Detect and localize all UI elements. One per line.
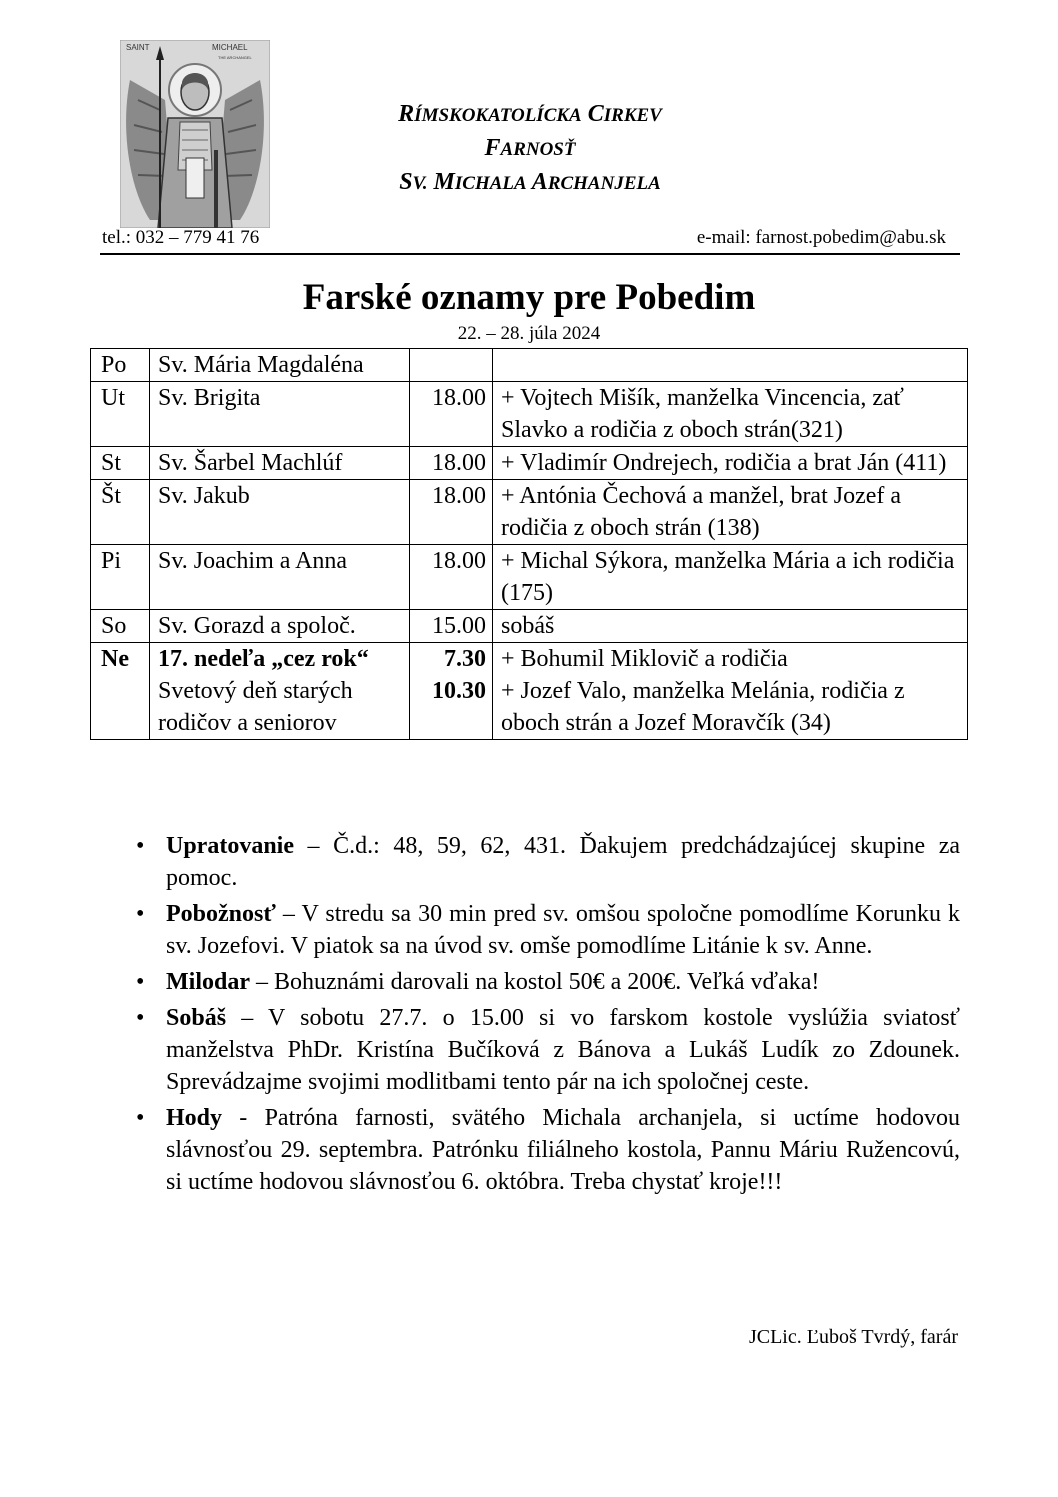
feast-cell: Sv. Joachim a Anna (150, 545, 410, 610)
bullet-icon: • (136, 1005, 145, 1031)
notice-label: Upratovanie (166, 833, 294, 859)
phone-number: tel.: 032 – 779 41 76 (102, 227, 260, 248)
intention-cell: + Michal Sýkora, manželka Mária a ich rodičia (175) (493, 545, 968, 610)
day-cell: Po (91, 349, 150, 382)
feast-cell: Sv. Mária Magdaléna (150, 349, 410, 382)
icon-caption-right: MICHAEL (212, 43, 248, 52)
feast-cell: Sv. Jakub (150, 480, 410, 545)
intention-cell: + Vojtech Mišík, manželka Vincencia, zať Slavko a rodičia z oboch strán(321) (493, 382, 968, 447)
intention-second: + Jozef Valo, manželka Melánia, rodičia z oboch strán a Jozef Moravčík (34) (501, 678, 905, 736)
table-row (91, 447, 968, 480)
feast-cell: Sv. Brigita (150, 382, 410, 447)
day-cell: Št (91, 480, 150, 545)
table-row (91, 382, 968, 447)
day-cell: Ut (91, 382, 150, 447)
email-address[interactable]: e-mail: farnost.pobedim@abu.sk (696, 227, 946, 248)
notice-label: Milodar (166, 969, 250, 995)
bullet-icon: • (136, 969, 145, 995)
time-cell: 18.00 (410, 480, 493, 545)
time-cell (410, 349, 493, 382)
notice-label: Sobáš (166, 1005, 227, 1031)
table-row (91, 349, 968, 382)
page-title: Farské oznamy pre Pobedim (302, 277, 756, 318)
day-cell: St (91, 447, 150, 480)
feast-cell: Sv. Šarbel Machlúf (150, 447, 410, 480)
sunday-title: 17. nedeľa „cez rok“ (158, 646, 369, 672)
icon-caption-left: SAINT (126, 43, 150, 52)
time-cell: 18.00 (410, 382, 493, 447)
feast-cell: Sv. Gorazd a spoloč. (150, 610, 410, 643)
time-cell: 18.00 (410, 545, 493, 610)
notices-list (120, 830, 960, 1202)
table-row (91, 480, 968, 545)
intention-cell (493, 643, 968, 740)
signature: JCLic. Ľuboš Tvrdý, farár (748, 1326, 958, 1348)
notice-text: – Č.d.: 48, 59, 62, 431. Ďakujem predchádzajúcej skupine za pomoc. (166, 833, 960, 891)
bullet-icon: • (136, 901, 145, 927)
header-line-church: RÍMSKOKATOLÍCKA CIRKEV (398, 101, 662, 127)
time-cell: 18.00 (410, 447, 493, 480)
sunday-subtitle: Svetový deň starých rodičov a seniorov (158, 678, 353, 736)
saint-michael-icon (120, 40, 270, 228)
day-cell: So (91, 610, 150, 643)
notice-text: – V sobotu 27.7. o 15.00 si vo farskom kostole vyslúžia sviatosť manželstva PhDr. Kristína Bučíková z Bánova a Lukáš Ludík zo Zdounek. Sprevádzajme svojimi modlitbami tento pár na ich spoločnej ceste. (166, 1005, 960, 1095)
table-row (91, 610, 968, 643)
list-item (120, 830, 960, 894)
feast-cell (150, 643, 410, 740)
day-cell: Ne (91, 643, 150, 740)
mass-schedule-table (90, 348, 968, 740)
notice-text: - Patróna farnosti, svätého Michala archanjela, si uctíme hodovou slávnosťou 29. septembra. Patrónku filiálneho kostola, Pannu Máriu Ružencovú, si uctíme hodovou slávnosťou 6. októbra. Treba chystať kroje!!! (166, 1105, 960, 1195)
table-row (91, 545, 968, 610)
intention-first: + Bohumil Miklovič a rodičia (501, 646, 788, 672)
list-item (120, 898, 960, 962)
notice-label: Pobožnosť (166, 901, 276, 927)
time-cell: 15.00 (410, 610, 493, 643)
table-row-sunday (91, 643, 968, 740)
intention-cell: + Vladimír Ondrejech, rodičia a brat Ján (411) (493, 447, 968, 480)
bullet-icon: • (136, 1105, 145, 1131)
notice-text: – V stredu sa 30 min pred sv. omšou spoločne pomodlíme Korunku k sv. Jozefovi. V piatok sa na úvod sv. omše pomodlíme Litánie k sv. Anne. (166, 901, 960, 959)
header-line-patron: SV. MICHALA ARCHANJELA (399, 169, 661, 195)
list-item (120, 1002, 960, 1098)
contact-line (100, 227, 960, 255)
list-item (120, 966, 960, 998)
icon-caption-sub: THE ARCHANGEL (218, 55, 252, 60)
intention-cell (493, 349, 968, 382)
date-range: 22. – 28. júla 2024 (457, 323, 601, 344)
time-cell (410, 643, 493, 740)
time-first: 7.30 (444, 646, 486, 672)
list-item (120, 1102, 960, 1198)
header-line-parish: FARNOSŤ (484, 135, 576, 161)
notice-text: – Bohuznámi darovali na kostol 50€ a 200€. Veľká vďaka! (250, 969, 820, 995)
parish-header (300, 98, 760, 200)
intention-cell: sobáš (493, 610, 968, 643)
bullet-icon: • (136, 833, 145, 859)
notice-label: Hody (166, 1105, 223, 1131)
time-second: 10.30 (432, 678, 486, 704)
intention-cell: + Antónia Čechová a manžel, brat Jozef a rodičia z oboch strán (138) (493, 480, 968, 545)
day-cell: Pi (91, 545, 150, 610)
